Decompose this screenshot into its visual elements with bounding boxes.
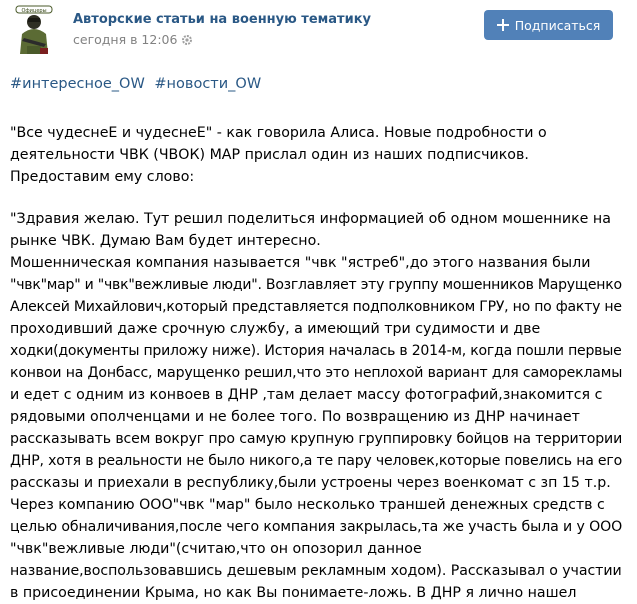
text-line: рынке ЧВК. Думаю Вам будет интересно. [10, 233, 321, 249]
gear-icon[interactable] [181, 34, 193, 46]
post-meta [73, 32, 193, 47]
post-text [10, 122, 622, 604]
plus-icon [497, 19, 509, 31]
subscribe-button[interactable] [484, 10, 613, 40]
timestamp[interactable]: сегодня в 12:06 [73, 32, 178, 47]
text-line: "Все чудеснеЕ и чудеснеЕ" - как говорила Алиса. Новые подробности о [10, 125, 547, 141]
text-line: целью обналичивания,после чего компания закрылась,та же участь была и у ООО [10, 519, 623, 535]
text-line: рядовыми ополченцами и не более того. По возвращению из ДНР начинает [10, 409, 580, 425]
svg-text:Офицеры: Офицеры [21, 8, 47, 14]
text-line: рассказывать всем вокруг про самую крупную группировку бойцов на территории [10, 431, 623, 447]
soldier-avatar-icon [10, 4, 58, 56]
text-line: "чвк"вежливые люди"(считаю,что он опозорил данное [10, 541, 422, 557]
text-line: проходивший даже срочную службу, а имеющий три судимости и две [10, 321, 541, 337]
text-line: и едет с одним из конвоев в ДНР ,там делает массу фотографий,знакомится с [10, 387, 603, 403]
text-line: деятельности ЧВК (ЧВОК) МАР прислал один из наших подписчиков. [10, 147, 529, 163]
text-line: Через компанию ООО"чвк "мар" было несколько траншей денежных средств с [10, 497, 605, 513]
hashtag-link[interactable]: #интересное_OW [10, 76, 145, 92]
text-line: Предоставим ему слово: [10, 169, 195, 185]
text-line: название,воспользовавшись дешевым рекламным ходом). Рассказывал о участии [10, 563, 622, 579]
text-line: ДНР, хотя в реальности не было никого,а те пару человек,которые повелись на его [10, 453, 623, 469]
text-line: Мошенническая компания называется "чвк "ястреб",до этого названия были [10, 255, 591, 271]
hashtag-link[interactable]: #новости_OW [154, 76, 262, 92]
subscribe-label: Подписаться [514, 17, 601, 33]
text-line: в присоединении Крыма, но как Вы понимаете-ложь. В ДНР я лично нашел [10, 585, 577, 601]
avatar[interactable] [10, 4, 58, 56]
hashtags [10, 76, 261, 92]
text-line: конвои на Донбасс, марущенко решил,что это неплохой вариант для саморекламы [10, 365, 623, 381]
text-line: "Здравия желаю. Тут решил поделиться информацией об одном мошеннике на [10, 211, 611, 227]
text-line: рассказы и приехали в республику,были устроены через военкомат с зп 15 т.р. [10, 475, 611, 491]
text-line: "чвк"мар" и "чвк"вежливые люди". Возглавляет эту группу мошенников Марущенко [10, 277, 622, 293]
author-name[interactable]: Авторские статьи на военную тематику [73, 12, 371, 27]
text-line: Алексей Михайлович,который представляется подполковником ГРУ, но по факту не [10, 299, 622, 315]
text-line: ходки(документы приложу ниже). История началась в 2014-м, когда пошли первые [10, 343, 622, 359]
post-header [0, 0, 637, 70]
paragraph-gap [10, 188, 622, 208]
